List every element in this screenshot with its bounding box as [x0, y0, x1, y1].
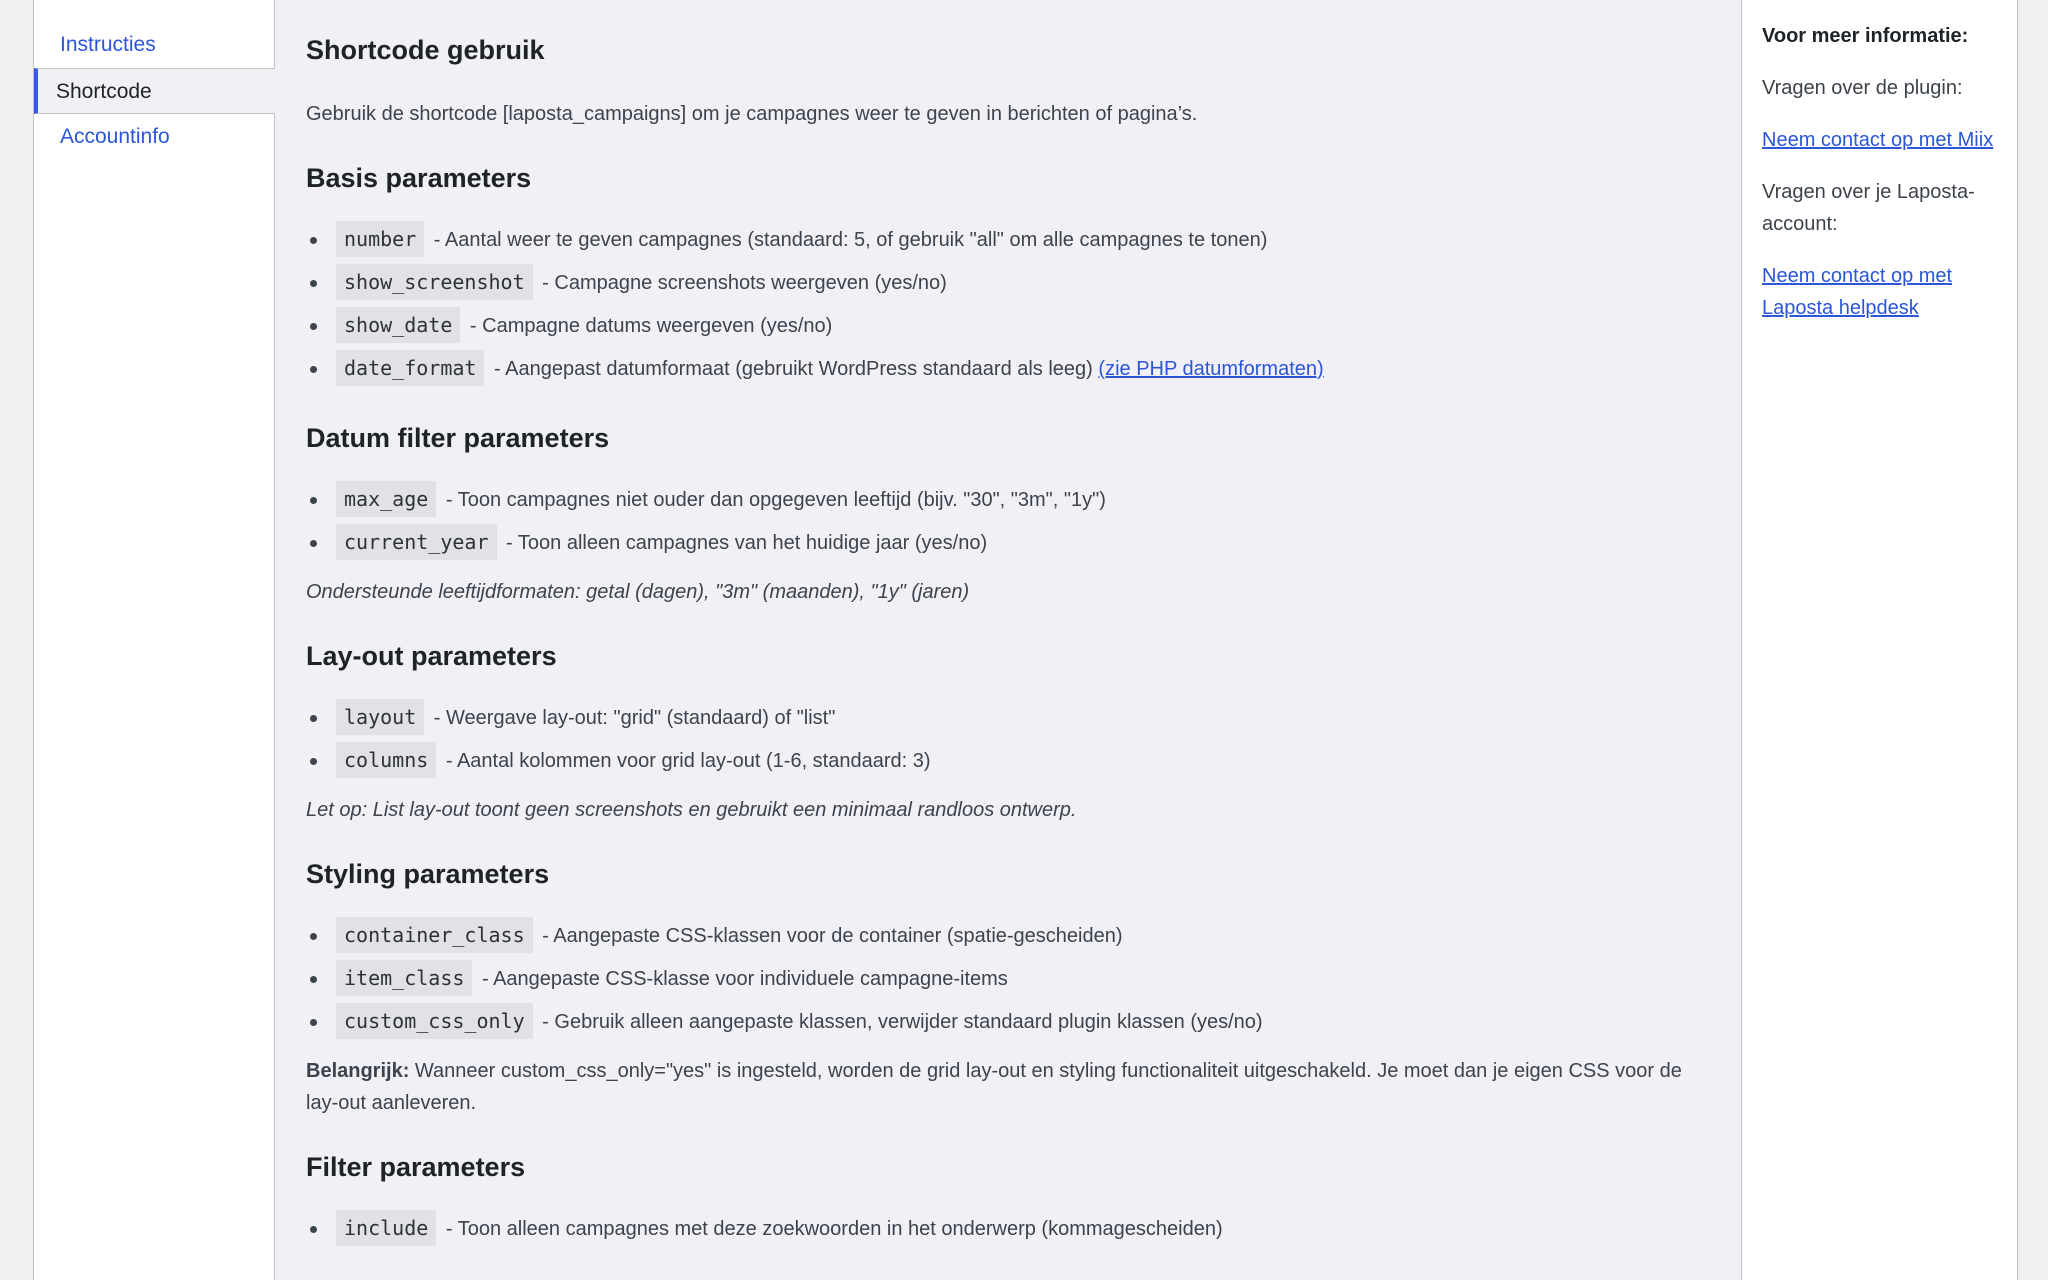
datum-heading: Datum filter parameters	[306, 423, 610, 453]
list-item	[306, 739, 1711, 782]
contact-miix-link[interactable]: Neem contact op met Miix	[1762, 129, 1994, 151]
bullet-icon	[310, 237, 317, 244]
bullet-icon	[310, 497, 317, 504]
page-title: Shortcode gebruik	[306, 35, 545, 65]
list-item	[306, 696, 1711, 739]
intro-text: Gebruik de shortcode [laposta_campaigns] om je campagnes weer te geven in berichten of pagina’s.	[306, 103, 1198, 125]
list-item	[306, 521, 1711, 564]
bullet-icon	[310, 715, 317, 722]
param-description: - Toon alleen campagnes met deze zoekwoorden in het onderwerp (kommagescheiden)	[440, 1218, 1223, 1240]
list-item	[306, 261, 1711, 304]
param-description: - Aangepaste CSS-klassen voor de container (spatie-gescheiden)	[536, 925, 1123, 947]
datum-list	[306, 478, 1711, 564]
styling-heading: Styling parameters	[306, 859, 550, 889]
param-description: - Aangepaste CSS-klasse voor individuele campagne-items	[476, 968, 1008, 990]
list-item	[306, 347, 1711, 390]
list-item	[306, 1000, 1711, 1043]
param-description: - Toon alleen campagnes van het huidige jaar (yes/no)	[500, 532, 988, 554]
layout-note: Let op: List lay-out toont geen screenshots en gebruikt een minimaal randloos ontwerp.	[306, 799, 1077, 821]
param-code: layout	[336, 699, 424, 735]
param-code: item_class	[336, 960, 472, 996]
list-item	[306, 218, 1711, 261]
param-code: current_year	[336, 524, 497, 560]
datum-note: Ondersteunde leeftijdformaten: getal (dagen), "3m" (maanden), "1y" (jaren)	[306, 581, 970, 603]
php-date-formats-link[interactable]: (zie PHP datumformaten)	[1098, 358, 1324, 380]
list-item	[306, 957, 1711, 1000]
param-code: columns	[336, 742, 436, 778]
param-code: custom_css_only	[336, 1003, 533, 1039]
param-description: - Toon campagnes niet ouder dan opgegeven leeftijd (bijv. "30", "3m", "1y")	[440, 489, 1106, 511]
tab-shortcode[interactable]: Shortcode	[34, 68, 275, 114]
bullet-icon	[310, 540, 317, 547]
contact-laposta-helpdesk-link[interactable]: Neem contact op met Laposta helpdesk	[1762, 265, 1953, 319]
param-description: - Weergave lay-out: "grid" (standaard) of "list"	[428, 707, 836, 729]
tab-accountinfo[interactable]: Accountinfo	[60, 125, 170, 148]
important-text: Wanneer custom_css_only="yes" is ingesteld, worden de grid lay-out en styling functionaliteit uitgeschakeld. Je moet dan je eigen CSS voor de lay-out aanleveren.	[306, 1060, 1682, 1114]
basis-list	[306, 218, 1711, 390]
param-description: - Aangepast datumformaat (gebruikt WordPress standaard als leeg)	[488, 358, 1099, 380]
basis-heading: Basis parameters	[306, 163, 532, 193]
list-item	[306, 914, 1711, 957]
bullet-icon	[310, 933, 317, 940]
list-item	[306, 478, 1711, 521]
important-label: Belangrijk:	[306, 1060, 410, 1082]
filter-list	[306, 1207, 1711, 1250]
bullet-icon	[310, 758, 317, 765]
param-code: max_age	[336, 481, 436, 517]
bullet-icon	[310, 280, 317, 287]
tab-navigation	[34, 0, 275, 1280]
param-description: - Aantal weer te geven campagnes (standaard: 5, of gebruik "all" om alle campagnes te tonen)	[428, 229, 1268, 251]
filter-heading: Filter parameters	[306, 1152, 526, 1182]
param-code: date_format	[336, 350, 484, 386]
param-description: - Campagne datums weergeven (yes/no)	[464, 315, 833, 337]
page-wrapper	[33, 0, 2018, 1280]
list-item	[306, 304, 1711, 347]
account-question: Vragen over je Laposta-account:	[1762, 181, 1975, 235]
important-note	[306, 1055, 1711, 1119]
plugin-question: Vragen over de plugin:	[1762, 77, 1963, 99]
tab-instructies[interactable]: Instructies	[60, 33, 156, 56]
layout-heading: Lay-out parameters	[306, 641, 557, 671]
param-description: - Gebruik alleen aangepaste klassen, verwijder standaard plugin klassen (yes/no)	[536, 1011, 1263, 1033]
sidebar-title: Voor meer informatie:	[1762, 25, 1969, 47]
param-code: number	[336, 221, 424, 257]
param-code: show_date	[336, 307, 460, 343]
info-sidebar	[1742, 0, 2017, 1280]
bullet-icon	[310, 1226, 317, 1233]
main-content	[275, 0, 1742, 1280]
list-item	[306, 1207, 1711, 1250]
bullet-icon	[310, 366, 317, 373]
param-code: include	[336, 1210, 436, 1246]
param-description: - Campagne screenshots weergeven (yes/no)	[536, 272, 947, 294]
param-code: container_class	[336, 917, 533, 953]
param-code: show_screenshot	[336, 264, 533, 300]
param-description: - Aantal kolommen voor grid lay-out (1-6, standaard: 3)	[440, 750, 931, 772]
layout-list	[306, 696, 1711, 782]
bullet-icon	[310, 1019, 317, 1026]
bullet-icon	[310, 323, 317, 330]
bullet-icon	[310, 976, 317, 983]
styling-list	[306, 914, 1711, 1043]
